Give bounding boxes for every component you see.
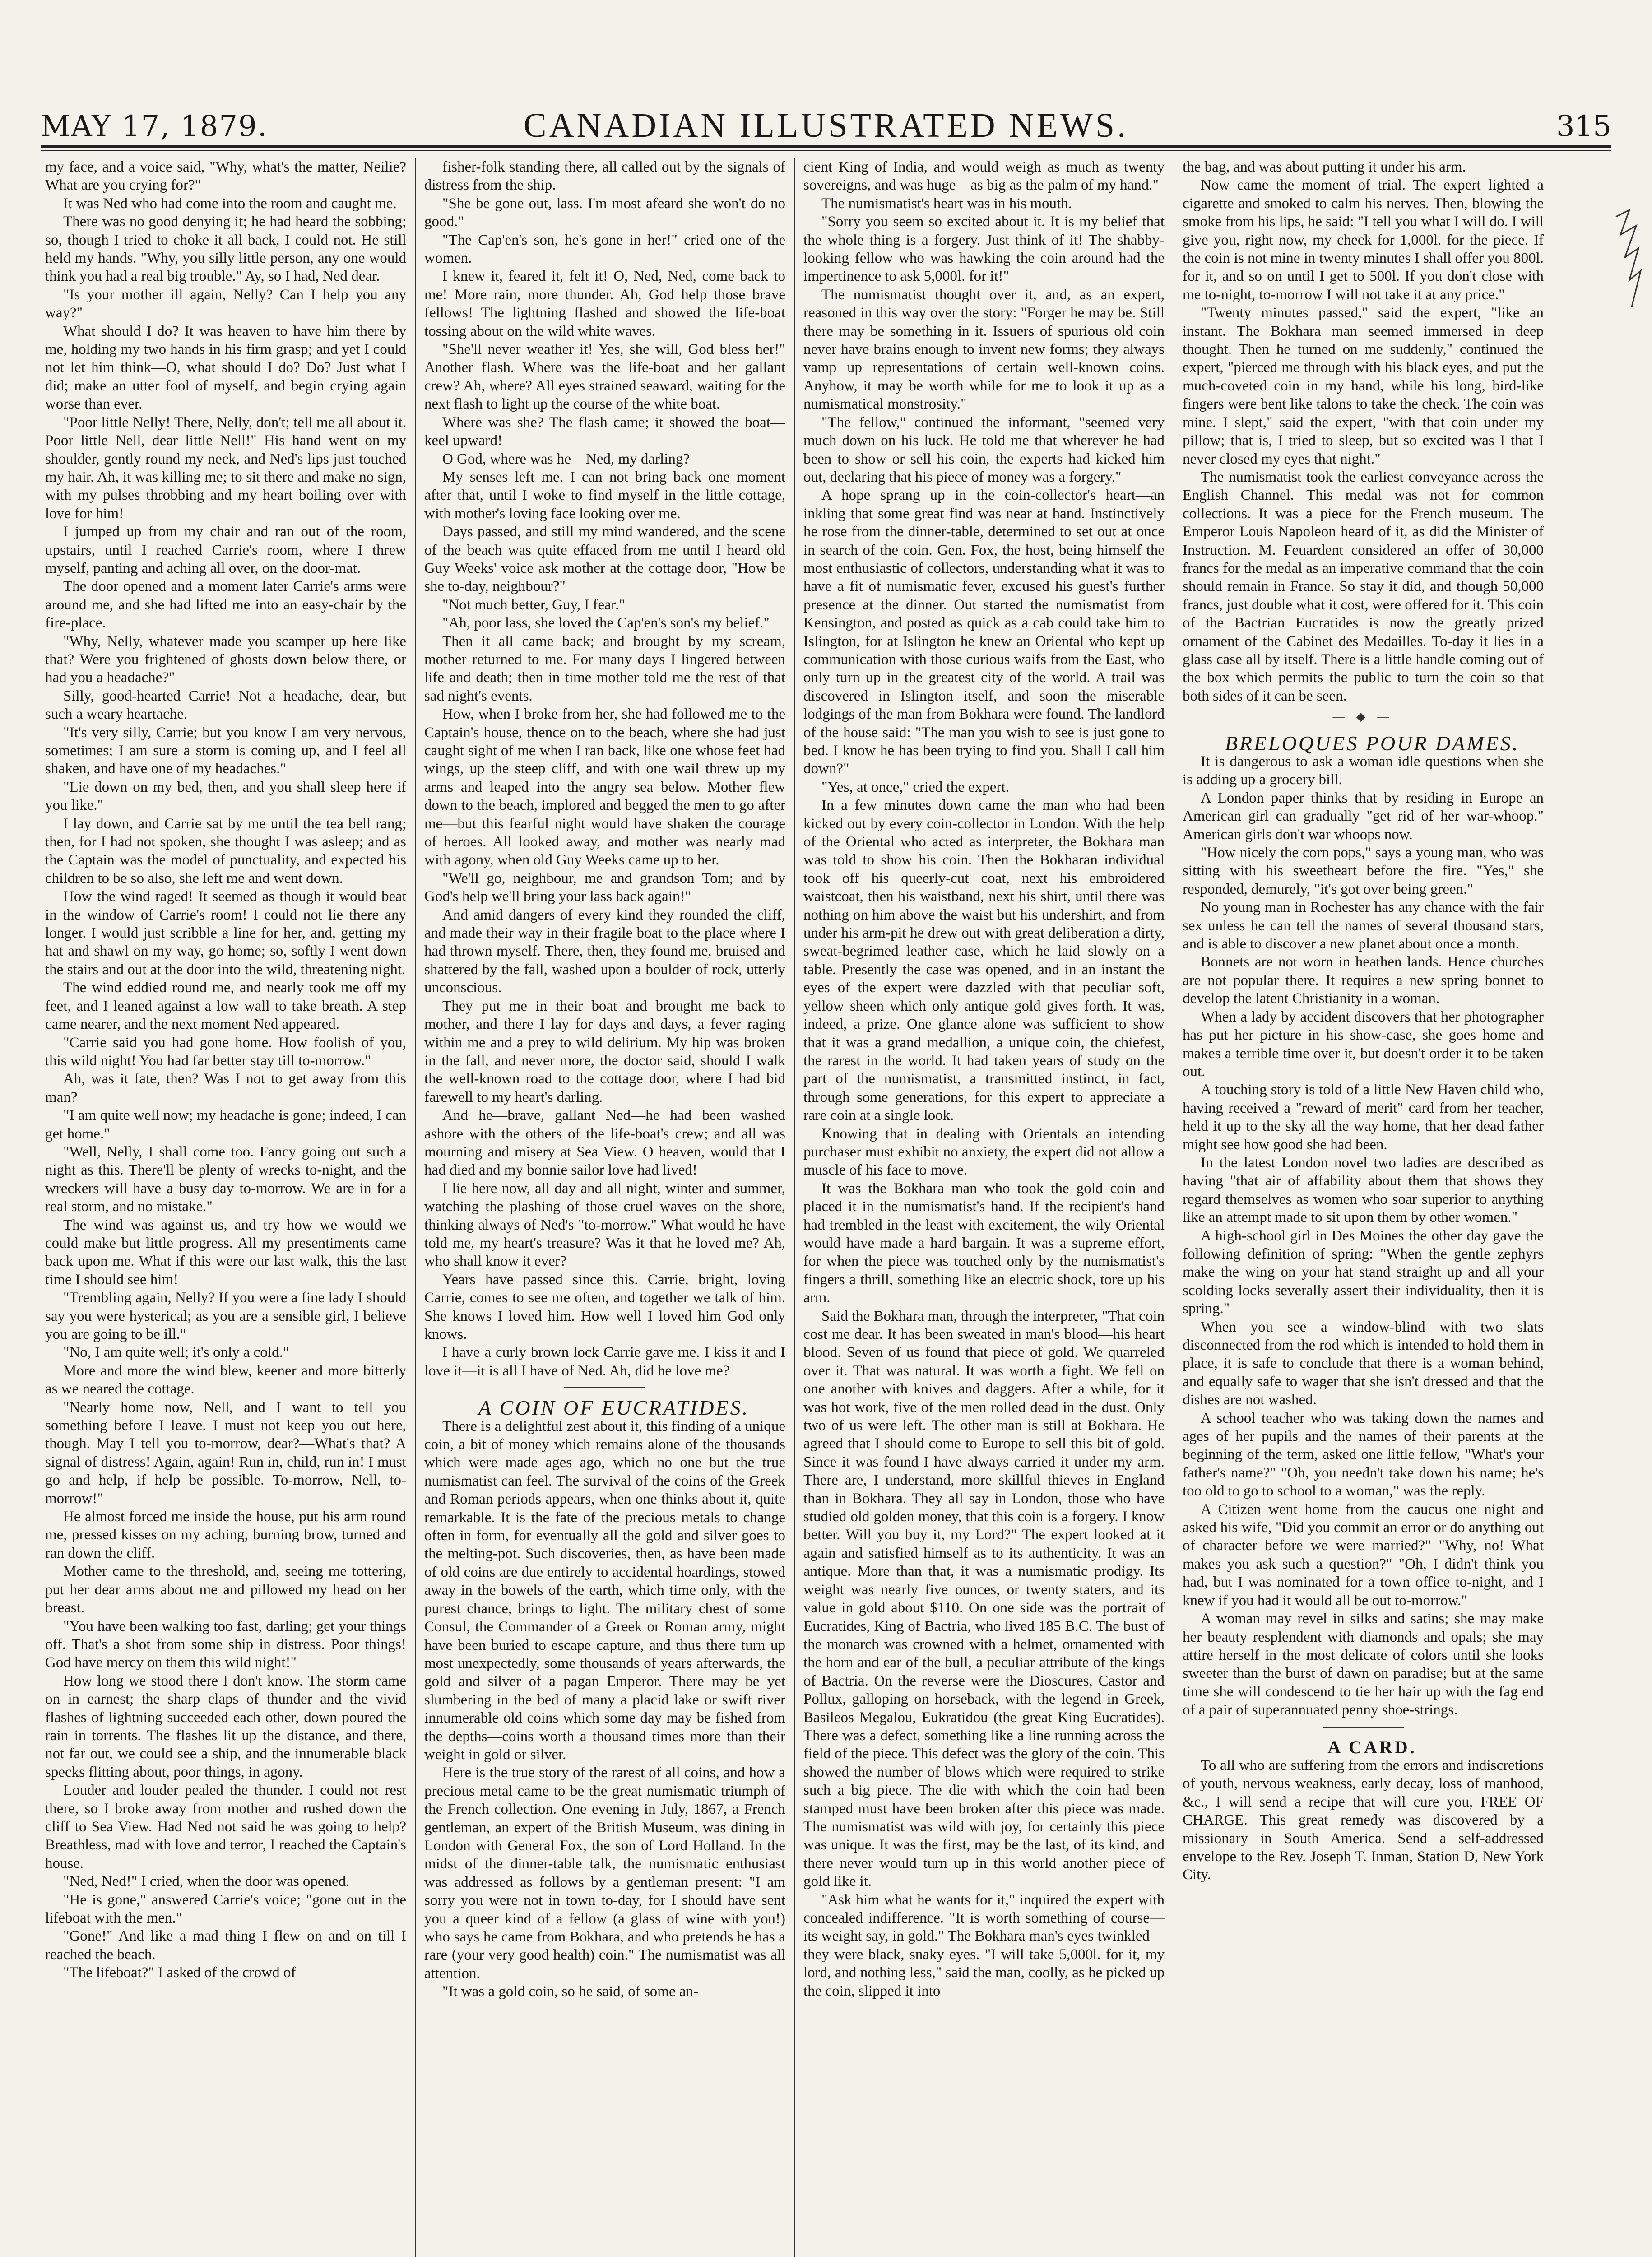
paragraph: "You have been walking too fast, darling; get your things off. That's a shot from some ship in distress. Poor things! God have mercy on them this wild night!" [45, 1618, 406, 1671]
paragraph: They put me in their boat and brought me back to mother, and there I lay for days and days, a fever raging within me and a prey to wild delirium. My hip was broken in the fall, and never more, the doctor said, should I walk the well-known road to the cottage door, where I had bid farewell to my heart's darling. [424, 998, 785, 1105]
paragraph: A London paper thinks that by residing in Europe an American girl can gradually "get rid of her war-whoop." American girls don't war whoops now. [1183, 789, 1544, 843]
section-divider [564, 1387, 645, 1388]
paragraph: Years have passed since this. Carrie, bright, loving Carrie, comes to see me often, and together we talk of him. She knows I loved him. How well I loved him God only knows. [424, 1271, 785, 1342]
paragraph: The numismatist's heart was in his mouth. [821, 195, 1072, 212]
column-1 [45, 158, 406, 2257]
paragraph: Silly, good-hearted Carrie! Not a headache, dear, but such a weary heartache. [45, 687, 406, 723]
paragraph: "Twenty minutes passed," said the expert, "like an instant. The Bokhara man seemed immersed in deep thought. Then he turned on me suddenly," continued the expert, "pierced me through with his black eyes, and put the much-coveted coin in my hand, while his long, bird-like fingers were bent like talons to take the check. The coin was mine. I slept," said the expert, "with that coin under my pillow; that is, I tried to sleep, but so excited was I that I never closed my eyes that night." [1183, 305, 1544, 467]
paragraph: A school teacher who was taking down the names and ages of her pupils and the names of their parents at the beginning of the term, asked one little fellow, "What's your father's name?" "Oh, you needn't take down his name; he's too old to go to school to a woman," was the reply. [1183, 1410, 1544, 1500]
paragraph: He almost forced me inside the house, put his arm round me, pressed kisses on my aching, burning brow, turned and ran down the cliff. [45, 1509, 406, 1561]
paragraph: A high-school girl in Des Moines the other day gave the following definition of spring: "When the gentle zephyrs make the wing on your hat stand straight up and all your scolding locks severally assert their individuality, then it is spring." [1183, 1227, 1544, 1317]
paragraph: "She'll never weather it! Yes, she will, God bless her!" Another flash. Where was the life-boat and her gallant crew? Ah, where? All eyes strained seaward, waiting for the next flash to light up the course of the white boat. [424, 341, 785, 413]
paragraph: cient King of India, and would weigh as much as twenty sovereigns, and was huge—as big as the palm of my hand." [803, 159, 1165, 194]
paragraph: "Why, Nelly, whatever made you scamper up here like that? Were you frightened of ghosts down below there, or had you a headache?" [45, 633, 406, 686]
paragraph: "Ah, poor lass, she loved the Cap'en's son's my belief." [442, 615, 770, 632]
pen-scratch-mark [1611, 208, 1643, 311]
paragraph: In the latest London novel two ladies are described as having "that air of affability about them that shows they regard themselves as women who soar superior to anything like an attempt made to sit upon them by other women." [1183, 1154, 1544, 1226]
paragraph: "Not much better, Guy, I fear." [442, 596, 625, 613]
paragraph: The numismatist thought over it, and, as an expert, reasoned in this way over the story: "Forger he may be. Still there may be something in it. Issuers of spurious old coin never have brains enough to invent new forms; they always vamp up representations of certain well-known coins. Anyhow, it may be worth while for me to look it up as a numismatical monstrosity." [803, 286, 1165, 413]
paragraph: A touching story is told of a little New Haven child who, having received a "reward of merit" card from her teacher, held it up to the sky all the way home, that her dead father might see how good she had been. [1183, 1082, 1544, 1153]
paragraph: The door opened and a moment later Carrie's arms were around me, and she had lifted me into an easy-chair by the fire-place. [45, 578, 406, 632]
paragraph: The wind was against us, and try how we would we could make but little progress. All my presentiments came back upon me. What if this were our last walk, this the last time I should see him! [45, 1217, 406, 1288]
masthead [41, 97, 1611, 147]
section-divider [1323, 1727, 1404, 1728]
paragraph: "Ask him what he wants for it," inquired the expert with concealed indifference. "It is worth something of course—its weight say, in gold." The Bokhara man's eyes twinkled—they were black, snaky eyes. "I will take 5,000l. for it, my lord, and nothing less," said the man, coolly, as he picked up the coin, slipped it into [803, 1891, 1165, 1999]
story-ending [424, 158, 785, 1380]
paragraph: No young man in Rochester has any chance with the fair sex unless he can tell the names of several thousand stars, and is able to discover a new planet about once a month. [1183, 899, 1544, 952]
paragraph: Bonnets are not worn in heathen lands. Hence churches are not popular there. It requires a new spring bonnet to develop the latent Christianity in a woman. [1183, 954, 1544, 1007]
paragraph: Now came the moment of trial. The expert lighted a cigarette and smoked to calm his nerves. Then, blowing the smoke from his lips, he said: "I tell you what I will do. I will give you, right now, my check for 1,000l. for the piece. If the coin is not mine in twenty minutes I shall offer you 800l. for it, and so on until I get to 500l. If you don't close with me to-night, to-morrow I will not take it at any price." [1183, 177, 1544, 303]
paragraph: "I am quite well now; my headache is gone; indeed, I can get home." [45, 1107, 406, 1142]
masthead-rule [41, 145, 1611, 148]
paragraph: "The lifeboat?" I asked of the crowd of [63, 1964, 296, 1981]
paragraph: "Gone!" And like a mad thing I flew on and on till I reached the beach. [45, 1928, 406, 1963]
paragraph: "Yes, at once," cried the expert. [821, 779, 1009, 795]
paragraph: "The fellow," continued the informant, "seemed very much down on his luck. He told me that wherever he had been to show or sell his coin, the experts had kicked him out, declaring that his piece of money was a forgery." [803, 414, 1165, 485]
paragraph: What should I do? It was heaven to have him there by me, holding my two hands in his firm grasp; and yet I could not let him think—O, what should I do? Do? Just what I did; make an utter fool of myself, and begin crying again worse than ever. [45, 323, 406, 413]
paragraph: Here is the true story of the rarest of all coins, and how a precious metal came to be the great numismatic triumph of the French collection. One evening in July, 1867, a French gentleman, an expert of the British Museum, was dining in London with General Fox, the son of Lord Holland. In the midst of the dinner-table talk, the numismatic enthusiast was addressed as follows by a gentleman present: "I am sorry you were not in town to-day, for I should have sent you a queer kind of a fellow (a glass of wine with you!) who says he came from Bokhara, and who pretends he has a rare (your very good health) coin." The numismatist was all attention. [424, 1765, 785, 1982]
paragraph: I lie here now, all day and all night, winter and summer, watching the plashing of those cruel waves on the shore, thinking always of Ned's "to-morrow." What would he have told me, my heart's treasure? Was it that he loved me? Ah, who shall know it ever? [424, 1180, 785, 1270]
paragraph: When a lady by accident discovers that her photographer has put her picture in his show-case, she goes home and makes a terrible time over it, but doesn't order it to be taken out. [1183, 1008, 1544, 1080]
paragraph: I have a curly brown lock Carrie gave me. I kiss it and I love it—it is all I have of Ned. Ah, did he love me? [424, 1344, 785, 1379]
paragraph: "Is your mother ill again, Nelly? Can I help you any way?" [45, 286, 406, 321]
paragraph: In a few minutes down came the man who had been kicked out by every coin-collector in London. With the help of the Oriental who acted as interpreter, the Bokhara man was told to show his coin. Then the Bokharan individual took off his queerly-cut coat, next his embroidered waistcoat, then his waistband, next his shirt, until there was nothing on him above the waist but his undershirt, and from under his arm-pit he drew out with great deliberation a dirty, sweat-begrimed leather case, which he laid slowly on a table. Presently the case was opened, and in an instant the eyes of the expert were dazzled with that peculiar soft, yellow sheen which only antique gold gives forth. It was, indeed, a prize. One glance alone was sufficient to show that it was a grand medallion, a unique coin, the chiefest, the rarest in the world. It had taken years of study on the part of the numismatist, a transmitted instinct, in fact, through some generations, for this expert to appreciate a rare coin at a single look. [803, 797, 1165, 1124]
paragraph: To all who are suffering from the errors and indiscretions of youth, nervous weakness, early decay, loss of manhood, &c., I will send a recipe that will cure you, FREE OF CHARGE. This great remedy was discovered by a missionary in South America. Send a self-addressed envelope to the Rev. Joseph T. Inman, Station D, New York City. [1183, 1757, 1544, 1883]
paragraph: "He is gone," answered Carrie's voice; "gone out in the lifeboat with the men." [45, 1891, 406, 1926]
paragraph: fisher-folk standing there, all called out by the signals of distress from the ship. [424, 159, 785, 194]
paragraph: my face, and a voice said, "Why, what's the matter, Neilie? What are you crying for?" [45, 159, 406, 194]
paragraph: Said the Bokhara man, through the interpreter, "That coin cost me dear. It has been sweated in man's blood—his heart blood. Seven of us found that piece of gold. We quarreled over it. That was natural. It was worth a fight. We fell on one another with knives and daggers. After a while, for it was hot work, five of the men rolled dead in the dust. Only two of us were left. The other man is still at Bokhara. He agreed that I should come to Europe to sell this bit of gold. Since it was found I have always carried it under my arm. There are, I understand, more skillful thieves in England than in Bokhara. They all say in London, those who have studied old golden money, that this coin is a forgery. I know better. Will you buy it, my Lord?" The expert looked at it again and satisfied himself as to its authenticity. It was an antique. More than that, it was a numismatic prodigy. Its weight was nearly five ounces, or twenty staters, and its value in gold about $110. On one side was the portrait of Eucratides, King of Bactria, who lived 185 B.C. The bust of the monarch was crowned with a helmet, ornamented with the horn and ear of the bull, a peculiar attribute of the kings of Bactria. On the reverse were the Dioscures, Castor and Pollux, galloping on horseback, with the legend in Greek, Basileos Megalou, Eukratidou (the great King Eucratides). There was a defect, something like a line running across the field of the piece. This defect was the glory of the coin. This showed the number of blows which were required to strike such a big piece. The die with which the coin had been stamped must have been broken after this piece was made. The numismatist was wild with joy, for certainly this piece was unique. It was the first, may be the last, of its kind, and there never would turn up in this world another piece of gold like it. [803, 1308, 1165, 1890]
paragraph: Where was she? The flash came; it showed the boat—keel upward! [424, 414, 785, 449]
paragraph: It is dangerous to ask a woman idle questions when she is adding up a grocery bill. [1183, 753, 1544, 788]
paragraph: "Carrie said you had gone home. How foolish of you, this wild night! You had far better stay till to-morrow." [45, 1034, 406, 1069]
column-divider [415, 158, 416, 2257]
coin-article-continued [803, 158, 1165, 2000]
paragraph: "Nearly home now, Nell, and I want to tell you something before I leave. I must not keep you out here, though. May I tell you to-morrow, dear?—What's that? A signal of distress! Again, again! Run in, child, run in! I must go and help, if help be possible. To-morrow, Nell, to-morrow!" [45, 1399, 406, 1507]
paragraph: How the wind raged! It seemed as though it would beat in the window of Carrie's room! I could not lie there any longer. I would just scribble a line for her, and, getting my hat and shawl on my way, go home; so, softly I went down the stairs and out at the door into the wild, threatening night. [45, 888, 406, 978]
story-continuation [45, 158, 406, 1982]
paragraph: And he—brave, gallant Ned—he had been washed ashore with the others of the life-boat's crew; and all was mourning and misery at Sea View. O heaven, would that I had died and my bonnie sailor love had lived! [424, 1107, 785, 1179]
page-number: 315 [1556, 110, 1611, 143]
paragraph: "She be gone out, lass. I'm most afeard she won't do no good." [424, 195, 785, 230]
paragraph: A hope sprang up in the coin-collector's heart—an inkling that some great find was near at hand. Instinctively he rose from the dinner-table, determined to set out at once in search of the coin. Gen. Fox, the host, being himself the most enthusiastic of collectors, understanding what it was to have a fit of numismatic fever, excused his guest's further presence at the dinner. Out started the numismatist from Kensington, and posted as quick as a cab could take him to Islington, for at Islington he knew an Oriental who kept up communication with those curious waifs from the East, who only turn up in the greatest city of the world. A trail was discovered in Islington itself, and soon the miserable lodgings of the man from Bokhara were found. The landlord of the house said: "The man you wish to see is just gone to bed. I know he has been trying to find you. Shall I call him down?" [803, 487, 1165, 777]
paragraph: A Citizen went home from the caucus one night and asked his wife, "Did you commit an error or do anything out of character before we were married?" "Why, no! What makes you ask such a question?" "Oh, I didn't think you had, but I was nominated for a town office to-night, and I knew if you had it would all be out to-morrow." [1183, 1501, 1544, 1609]
paragraph: Louder and louder pealed the thunder. I could not rest there, so I broke away from mother and rushed down the cliff to Sea View. Had Ned not said he was going to help? Breathless, mad with love and terror, I reached the Captain's house. [45, 1782, 406, 1872]
coin-article-start [424, 1417, 785, 2001]
paragraph: Ah, was it fate, then? Was I not to get away from this man? [45, 1071, 406, 1105]
paragraph: My senses left me. I can not bring back one moment after that, until I woke to find myself in the little cottage, with mother's loving face looking over me. [424, 469, 785, 522]
paragraph: Knowing that in dealing with Orientals an intending purchaser must exhibit no anxiety, the expert did not allow a muscle of his face to move. [803, 1125, 1165, 1179]
breloques-items [1183, 752, 1544, 1719]
paragraph: "It's very silly, Carrie; but you know I am very nervous, sometimes; I am sure a storm is coming up, and I feel all shaken, and have one of my headaches." [45, 724, 406, 777]
paragraph: I lay down, and Carrie sat by me until the tea bell rang; then, for I had not spoken, she thought I was asleep; and as the Captain was the model of punctuality, and expected his children to be so also, she left me and went down. [45, 815, 406, 887]
paragraph: "The Cap'en's son, he's gone in her!" cried one of the women. [424, 232, 785, 267]
card-notice [1183, 1756, 1544, 1884]
paragraph: O God, where was he—Ned, my darling? [442, 450, 690, 467]
paragraph: I jumped up from my chair and ran out of the room, upstairs, until I reached Carrie's room, where I threw myself, panting and aching all over, on the door-mat. [45, 524, 406, 576]
paragraph: A woman may revel in silks and satins; she may make her beauty resplendent with diamonds and opals; she may attire herself in the most delicate of colors until she looks sweeter than the burst of dawn on paradise; but at the same time she will condescend to tie her hair up with the fag end of a pair of superannuated penny shoe-strings. [1183, 1611, 1544, 1718]
paragraph: Mother came to the threshold, and, seeing me tottering, put her dear arms about me and pillowed my head on her breast. [45, 1563, 406, 1616]
ornament-divider: — ◆ — [1332, 710, 1394, 724]
paragraph: Days passed, and still my mind wandered, and the scene of the beach was quite effaced from me until I heard old Guy Weeks' voice ask mother at the cottage door, "How be she to-day, neighbour?" [424, 524, 785, 595]
paragraph: "It was a gold coin, so he said, of some an- [442, 1983, 699, 2000]
paragraph: The wind eddied round me, and nearly took me off my feet, and I leaned against a low wall to take breath. A step came nearer, and the next moment Ned appeared. [45, 980, 406, 1033]
paragraph: "Ned, Ned!" I cried, when the door was opened. [63, 1873, 350, 1890]
paragraph: It was the Bokhara man who took the gold coin and placed it in the numismatist's hand. If the recipient's hand had trembled in the least with excitement, the wily Oriental would have made a hard bargain. It was a supreme effort, for when the piece was touched only by the numismatist's fingers a thrill, something like an electric shock, tore up his arm. [803, 1180, 1165, 1306]
paragraph: It was Ned who had come into the room and caught me. [63, 195, 397, 212]
paragraph: The numismatist took the earliest conveyance across the English Channel. This medal was not for common collections. It was a piece for the French museum. The Emperor Louis Napoleon heard of it, as did the Minister of Instruction. M. Feuardent considered an offer of 30,000 francs for the medal as an imperative command that the coin should remain in France. So stay it did, and though 50,000 francs, just double what it cost, were offered for it. This coin of the Bactrian Eucratides is now the greatly prized ornament of the Cabinet des Medailles. To-day it lies in a glass case all by itself. There is a little handle coming out of the box which permits the public to turn the coin so that both sides of it can be seen. [1183, 469, 1544, 704]
paragraph: There is a delightful zest about it, this finding of a unique coin, a bit of money which remains alone of the thousands which were made ages ago, which no one but the true numismatist can feel. The survival of the coins of the Greek and Roman periods appears, when one thinks about it, quite remarkable. It is the fate of the precious metals to change often in form, for eventually all the gold and silver goes to the melting-pot. Such discoveries, then, as have been made of old coins are due entirely to accidental hoardings, stowed away in the bowels of the earth, which time only, with the purest chance, brings to light. The military chest of some Consul, the Commander of a Greek or Roman army, might have been buried to escape capture, and thus there turn up most unexpectedly, some thousands of years afterwards, the gold and silver of a pagan Emperor. There may be yet slumbering in the bed of many a placid lake or swift river innumerable old coins which some day may be fished from the depths—coins worth a thousand times more than their weight in gold or silver. [424, 1418, 785, 1763]
article-heading-breloques: BRELOQUES POUR DAMES. [1225, 731, 1520, 755]
newspaper-title: CANADIAN ILLUSTRATED NEWS. [523, 107, 1129, 144]
issue-date: MAY 17, 1879. [41, 110, 268, 143]
paragraph: "How nicely the corn pops," says a young man, who was sitting with his sweetheart before the fire. "Yes," she responded, demurely, "it's got over being green." [1183, 845, 1544, 897]
paragraph: More and more the wind blew, keener and more bitterly as we neared the cottage. [45, 1362, 406, 1398]
paragraph: How long we stood there I don't know. The storm came on in earnest; the sharp claps of thunder and the vivid flashes of lightning succeeded each other, down poured the rain in torrents. The flashes lit up the distance, and there, not far out, we could see a ship, and the innumerable black specks flitting about, poor things, in agony. [45, 1672, 406, 1780]
paragraph: When you see a window-blind with two slats disconnected from the rod which is intended to hold them in place, it is safe to conclude that there is a woman behind, and equally safe to wager that she isn't dressed and that the dishes are not washed. [1183, 1319, 1544, 1408]
paragraph: "Poor little Nelly! There, Nelly, don't; tell me all about it. Poor little Nell, dear little Nell!" His hand went on my shoulder, gently round my neck, and Ned's lips just touched my hair. Ah, it was killing me; to sit there and make no sign, with my pulses throbbing and my heart boiling over with love for him! [45, 414, 406, 522]
paragraph: "Sorry you seem so excited about it. It is my belief that the whole thing is a forgery. Just think of it! The shabby-looking fellow who was hawking the coin around had the impertinence to ask 5,000l. for it!" [803, 214, 1165, 285]
paragraph: "Lie down on my bed, then, and you shall sleep here if you like." [45, 779, 406, 814]
paragraph: the bag, and was about putting it under his arm. [1183, 159, 1466, 175]
paragraph: There was no good denying it; he had heard the sobbing; so, though I tried to choke it all back, I could not. He still held my hands. "Why, you silly little person, any one would think you had a real big trouble." Ay, so I had, Ned dear. [45, 214, 406, 285]
column-3 [803, 158, 1165, 2257]
paragraph: How, when I broke from her, she had followed me to the Captain's house, thence on to the beach, where she had just caught sight of me when I ran back, like one whose feet had wings, up the steep cliff, and with one wail threw up my arms and leaped into the angry sea below. Mother flew down to the beach, implored and begged the men to go after me—but this fearful night would have shaken the courage of heroes. All looked away, and mother was nearly mad with agony, when old Guy Weeks came up to her. [424, 706, 785, 868]
paragraph: "Well, Nelly, I shall come too. Fancy going out such a night as this. There'll be plenty of wrecks to-night, and the wreckers will have a busy day to-morrow. We are in for a real storm, and no mistake." [45, 1143, 406, 1215]
article-heading-card: A CARD. [1327, 1737, 1417, 1757]
paragraph: Then it all came back; and brought by my scream, mother returned to me. For many days I lingered between life and death; then in time mother told me the rest of that sad night's events. [424, 633, 785, 704]
paragraph: And amid dangers of every kind they rounded the cliff, and made their way in their fragile boat to the place where I had thrown myself. There, then, they found me, bruised and shattered by the fall, washed upon a boulder of rock, utterly unconscious. [424, 906, 785, 996]
column-2 [424, 158, 785, 2257]
column-divider [794, 158, 795, 2257]
paragraph: "We'll go, neighbour, me and grandson Tom; and by God's help we'll bring your lass back again!" [424, 870, 785, 905]
paragraph: "No, I am quite well; it's only a cold." [63, 1344, 289, 1361]
paragraph: I knew it, feared it, felt it! O, Ned, Ned, come back to me! More rain, more thunder. Ah, God help those brave fellows! The lightning flashed and showed the life-boat tossing about on the wild white waves. [424, 268, 785, 339]
coin-article-end [1183, 158, 1544, 705]
article-heading-coin: A COIN OF EUCRATIDES. [478, 1396, 750, 1420]
column-4 [1183, 158, 1544, 2257]
masthead-rule-thin [41, 150, 1611, 151]
paragraph: "Trembling again, Nelly? If you were a fine lady I should say you were hysterical; as you are a sensible girl, I believe you are going to be ill." [45, 1290, 406, 1342]
